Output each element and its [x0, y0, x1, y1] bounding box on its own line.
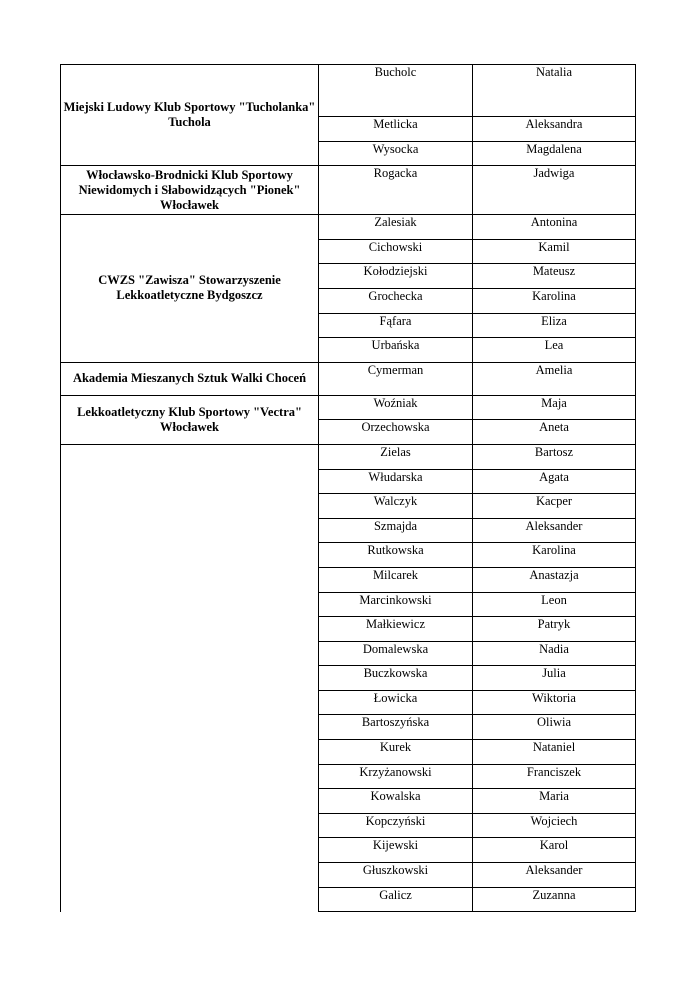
first-name-cell: Karol [473, 838, 636, 863]
first-name-cell: Antonina [473, 215, 636, 240]
last-name-cell: Kijewski [319, 838, 473, 863]
first-name-cell: Mateusz [473, 264, 636, 289]
first-name-cell: Franciszek [473, 764, 636, 789]
first-name-cell: Leon [473, 592, 636, 617]
first-name-cell: Karolina [473, 288, 636, 313]
table-row [61, 166, 636, 215]
last-name-cell: Fąfara [319, 313, 473, 338]
club-name-cell: Akademia Mieszanych Sztuk Walki Choceń [61, 362, 319, 395]
last-name-cell: Bucholc [319, 65, 473, 117]
last-name-cell: Grochecka [319, 288, 473, 313]
first-name-cell: Aleksander [473, 863, 636, 888]
first-name-cell: Zuzanna [473, 887, 636, 912]
last-name-cell: Łowicka [319, 690, 473, 715]
first-name-cell: Maja [473, 395, 636, 420]
first-name-cell: Anastazja [473, 567, 636, 592]
participants-table [60, 64, 636, 912]
first-name-cell: Aleksandra [473, 117, 636, 142]
last-name-cell: Krzyżanowski [319, 764, 473, 789]
first-name-cell: Jadwiga [473, 166, 636, 215]
club-name-cell: Miejski Ludowy Klub Sportowy "Tucholanka" Tuchola [61, 65, 319, 166]
last-name-cell: Milcarek [319, 567, 473, 592]
first-name-cell: Aleksander [473, 518, 636, 543]
first-name-cell: Wojciech [473, 813, 636, 838]
last-name-cell: Cichowski [319, 239, 473, 264]
last-name-cell: Cymerman [319, 362, 473, 395]
first-name-cell: Agata [473, 469, 636, 494]
last-name-cell: Kurek [319, 740, 473, 765]
last-name-cell: Bartoszyńska [319, 715, 473, 740]
first-name-cell: Eliza [473, 313, 636, 338]
table-row [61, 362, 636, 395]
table-row [61, 395, 636, 420]
first-name-cell: Nataniel [473, 740, 636, 765]
last-name-cell: Domalewska [319, 641, 473, 666]
participants-table-body [61, 65, 636, 912]
last-name-cell: Woźniak [319, 395, 473, 420]
first-name-cell: Oliwia [473, 715, 636, 740]
last-name-cell: Galicz [319, 887, 473, 912]
last-name-cell: Zalesiak [319, 215, 473, 240]
first-name-cell: Natalia [473, 65, 636, 117]
last-name-cell: Walczyk [319, 494, 473, 519]
last-name-cell: Metlicka [319, 117, 473, 142]
first-name-cell: Patryk [473, 617, 636, 642]
first-name-cell: Wiktoria [473, 690, 636, 715]
last-name-cell: Kowalska [319, 789, 473, 814]
first-name-cell: Kacper [473, 494, 636, 519]
last-name-cell: Urbańska [319, 338, 473, 363]
club-name-cell [61, 444, 319, 911]
club-name-cell: Włocławsko-Brodnicki Klub Sportowy Niewidomych i Słabowidzących "Pionek" Włocławek [61, 166, 319, 215]
last-name-cell: Buczkowska [319, 666, 473, 691]
first-name-cell: Karolina [473, 543, 636, 568]
last-name-cell: Orzechowska [319, 420, 473, 445]
first-name-cell: Julia [473, 666, 636, 691]
first-name-cell: Bartosz [473, 444, 636, 469]
first-name-cell: Lea [473, 338, 636, 363]
club-name-cell: Lekkoatletyczny Klub Sportowy "Vectra" Włocławek [61, 395, 319, 444]
club-name-cell: CWZS "Zawisza" Stowarzyszenie Lekkoatletyczne Bydgoszcz [61, 215, 319, 363]
table-row [61, 215, 636, 240]
first-name-cell: Amelia [473, 362, 636, 395]
last-name-cell: Zielas [319, 444, 473, 469]
last-name-cell: Szmajda [319, 518, 473, 543]
last-name-cell: Kołodziejski [319, 264, 473, 289]
table-row [61, 65, 636, 117]
last-name-cell: Kopczyński [319, 813, 473, 838]
last-name-cell: Rogacka [319, 166, 473, 215]
first-name-cell: Aneta [473, 420, 636, 445]
table-row [61, 444, 636, 469]
first-name-cell: Kamil [473, 239, 636, 264]
first-name-cell: Magdalena [473, 141, 636, 166]
first-name-cell: Maria [473, 789, 636, 814]
last-name-cell: Wysocka [319, 141, 473, 166]
last-name-cell: Marcinkowski [319, 592, 473, 617]
last-name-cell: Głuszkowski [319, 863, 473, 888]
first-name-cell: Nadia [473, 641, 636, 666]
last-name-cell: Małkiewicz [319, 617, 473, 642]
last-name-cell: Rutkowska [319, 543, 473, 568]
last-name-cell: Włudarska [319, 469, 473, 494]
